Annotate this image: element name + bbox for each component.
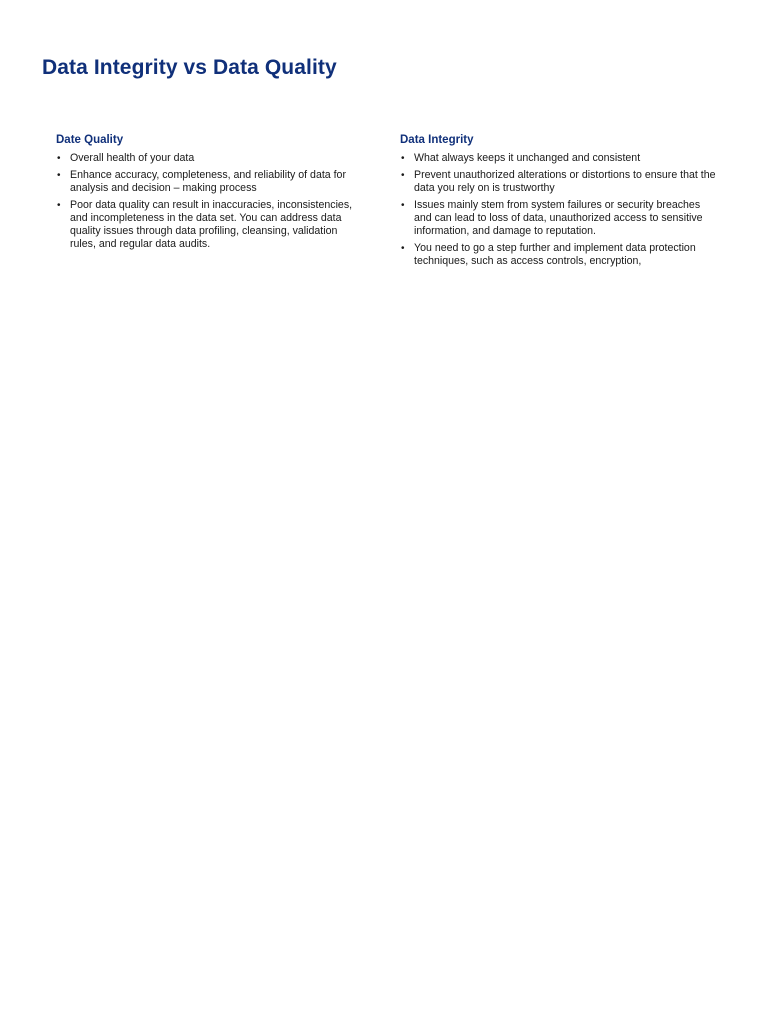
list-item: • Poor data quality can result in inaccuracies, inconsistencies, and incompleteness in the data set. You can address data quality issues through data profiling, cleansing, validation rules, and regular data audits. bbox=[56, 199, 366, 252]
page-title: Data Integrity vs Data Quality bbox=[42, 56, 337, 79]
data-integrity-list bbox=[400, 152, 716, 268]
list-item: • You need to go a step further and implement data protection techniques, such as access controls, encryption, bbox=[400, 242, 716, 268]
data-quality-column bbox=[56, 133, 366, 255]
list-item: • What always keeps it unchanged and consistent bbox=[400, 152, 716, 165]
list-item: • Enhance accuracy, completeness, and reliability of data for analysis and decision – making process bbox=[56, 169, 366, 195]
data-integrity-heading: Data Integrity bbox=[400, 134, 474, 146]
data-integrity-column bbox=[400, 133, 716, 272]
list-item: • Overall health of your data bbox=[56, 152, 366, 165]
list-item: • Prevent unauthorized alterations or distortions to ensure that the data you rely on is trustworthy bbox=[400, 169, 716, 195]
list-item: • Issues mainly stem from system failures or security breaches and can lead to loss of data, unauthorized access to sensitive information, and damage to reputation. bbox=[400, 199, 716, 239]
data-quality-list bbox=[56, 152, 366, 251]
data-quality-heading: Date Quality bbox=[56, 134, 124, 146]
